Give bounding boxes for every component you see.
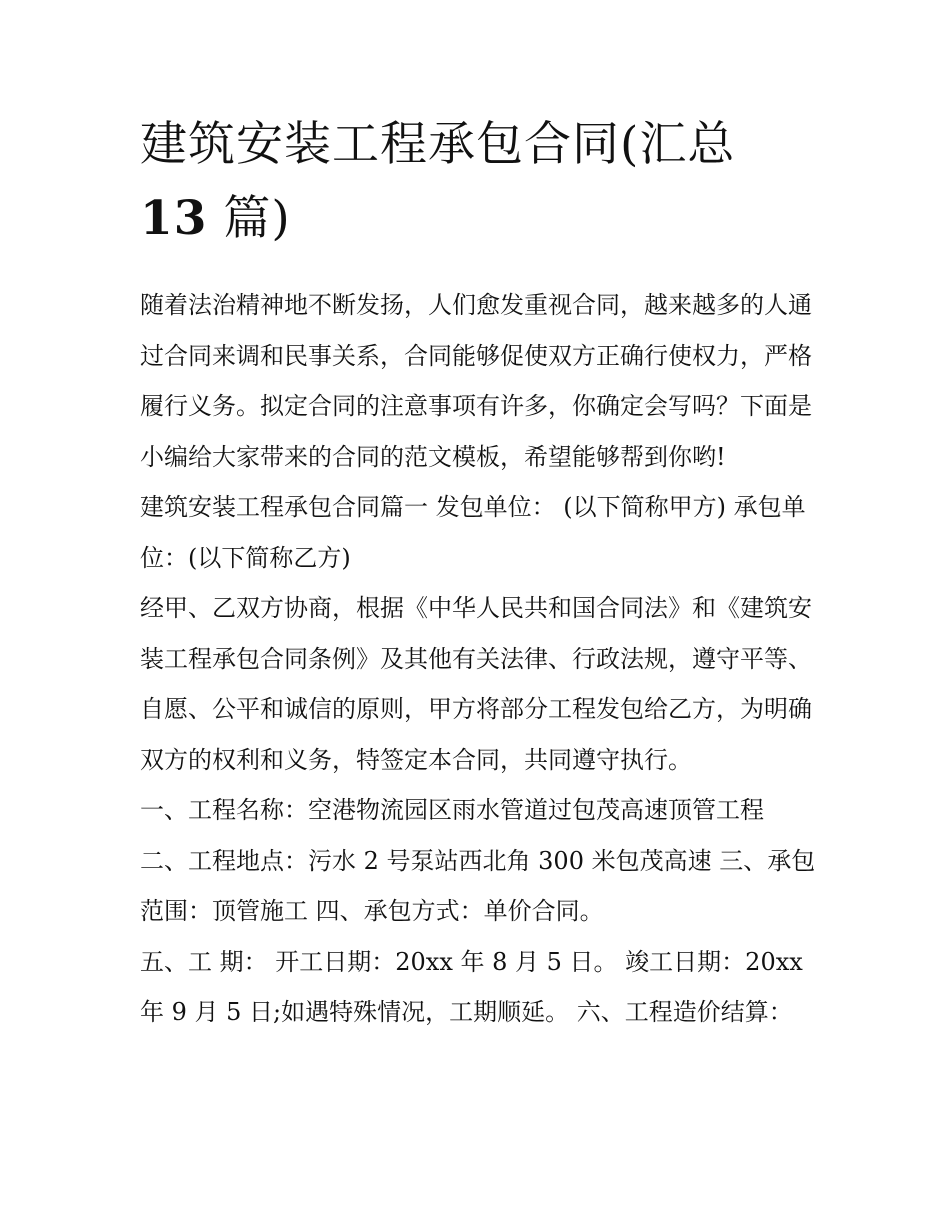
- project-location-clause: 二、工程地点：污水 2 号泵站西北角 300 米包茂高速 三、承包范围：顶管施工 四、承包方式：单价合同。: [140, 846, 816, 925]
- legal-basis-paragraph: 经甲、乙双方协商，根据《中华人民共和国合同法》和《建筑安装工程承包合同条例》及其他有关法律、行政法规，遵守平等、自愿、公平和诚信的原则，甲方将部分工程发包给乙方，为明确双方的权利和义务，特签定本合同，共同遵守执行。: [140, 594, 812, 774]
- intro-paragraph: 随着法治精神地不断发扬，人们愈发重视合同，越来越多的人通过合同来调和民事关系，合同能够促使双方正确行使权力，严格履行义务。拟定合同的注意事项有许多，你确定会写吗？下面是小编给大家带来的合同的范文模板，希望能够帮到你哟!: [140, 291, 812, 471]
- title-line-1: 建筑安装工程承包合同(汇总: [140, 117, 736, 172]
- project-name-clause: 一、工程名称：空港物流园区雨水管道过包茂高速顶管工程: [140, 796, 764, 824]
- document-title: [140, 108, 820, 256]
- schedule-clause: 五、工 期： 开工日期：20xx 年 8 月 5 日。 竣工日期：20xx 年 9 月 5 日;如遇特殊情况，工期顺延。 六、工程造价结算：: [140, 947, 803, 1026]
- document-body: [140, 108, 820, 1038]
- title-number: 13: [140, 191, 208, 246]
- title-suffix: 篇): [223, 191, 291, 246]
- contract-parties-paragraph: 建筑安装工程承包合同篇一 发包单位： (以下简称甲方) 承包单位：(以下简称乙方): [140, 493, 806, 572]
